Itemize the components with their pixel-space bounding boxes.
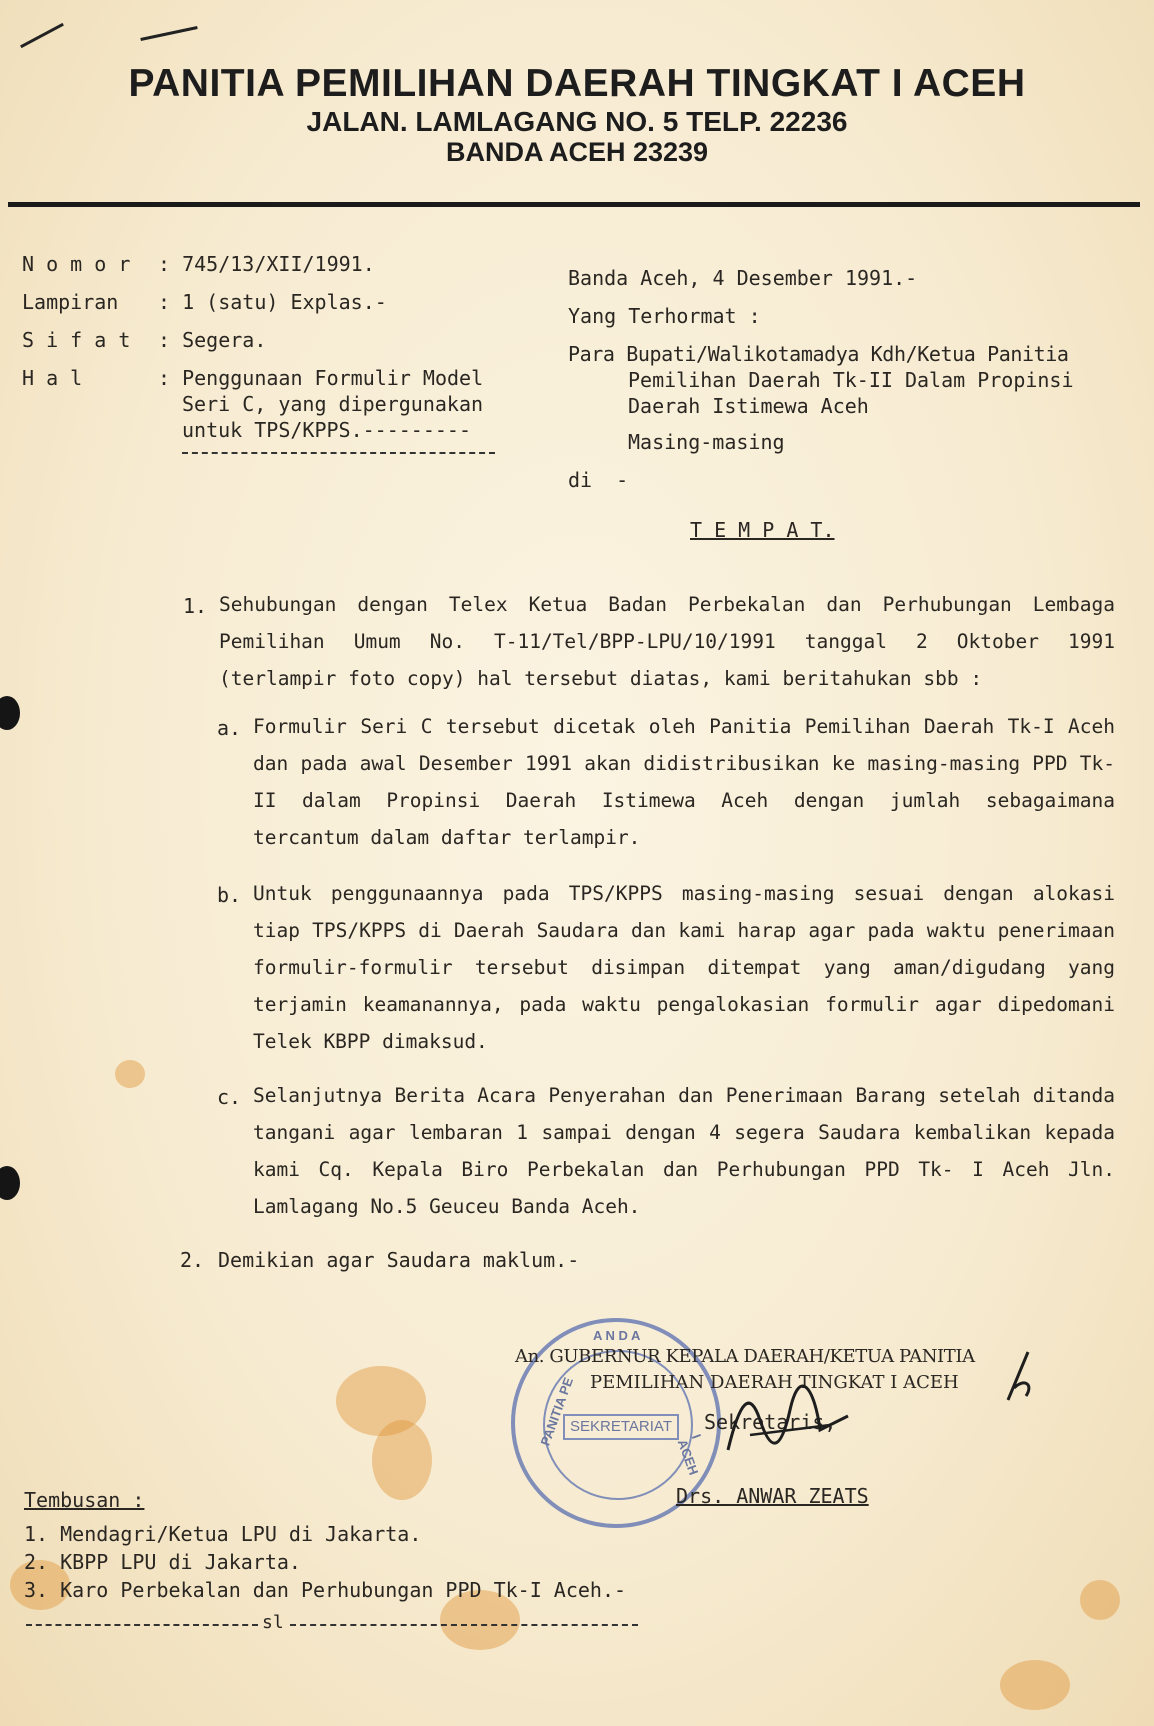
- tembusan-item-2: 2. KBPP LPU di Jakarta.: [24, 1550, 301, 1574]
- stain: [1080, 1580, 1120, 1620]
- nomor-value: : 745/13/XII/1991.: [158, 252, 375, 276]
- item-b-letter: b.: [217, 883, 242, 907]
- item-a-letter: a.: [217, 716, 242, 740]
- stain: [115, 1060, 145, 1088]
- tempat: T E M P A T.: [690, 518, 835, 542]
- signature-line-2: PEMILIHAN DAERAH TINGKAT I ACEH: [590, 1372, 959, 1393]
- stamp-box-text: SEKRETARIAT: [563, 1414, 679, 1440]
- letterhead-org: PANITIA PEMILIHAN DAERAH TINGKAT I ACEH: [128, 62, 1026, 105]
- signature-line-3: Sekretaris,: [704, 1410, 837, 1434]
- addressee-line-3: Daerah Istimewa Aceh: [628, 394, 869, 418]
- item-c: Selanjutnya Berita Acara Penyerahan dan Penerimaan Barang setelah ditanda tangani agar lembaran 1 sampai dengan 4 segera Saudara kembalikan kepada kami Cq. Kepala Biro Perbekalan dan Perhubungan PPD Tk- I Aceh Jln. Lamlagang No.5 Geuceu Banda Aceh.: [253, 1084, 1115, 1218]
- punch-hole: [0, 1166, 20, 1200]
- hal-underline: [182, 452, 495, 454]
- item-b: Untuk penggunaannya pada TPS/KPPS masing-masing sesuai dengan alokasi tiap TPS/KPPS di Daerah Saudara dan kami harap agar pada waktu penerimaan formulir-formulir tersebut disimpan ditempat yang aman/digudang yang terjamin keamanannya, pada waktu pengalokasian formulir agar dipedomani Telek KBPP dimaksud.: [253, 882, 1115, 1053]
- handwritten-signature: [720, 1380, 860, 1460]
- stamp-ring-text-top: A N D A: [593, 1328, 641, 1343]
- stain: [1000, 1660, 1070, 1710]
- paraf-mark: [1000, 1348, 1040, 1408]
- footer-dash-right: [290, 1624, 638, 1626]
- item-a: Formulir Seri C tersebut dicetak oleh Panitia Pemilihan Daerah Tk-I Aceh dan pada awal Desember 1991 akan didistribusikan ke masing-masing PPD Tk-II dalam Propinsi Daerah Istimewa Aceh dengan jumlah sebagaimana tercantum dalam daftar terlampir.: [253, 715, 1115, 849]
- stain: [372, 1420, 432, 1500]
- stamp-ring-text-left: PANITIA PE: [537, 1375, 577, 1448]
- sifat-value: : Segera.: [158, 328, 267, 352]
- addressee-line-4: Masing-masing: [628, 430, 785, 454]
- tembusan-title: Tembusan :: [24, 1488, 145, 1512]
- stamp-ring-text-right: I ACEH: [674, 1432, 705, 1478]
- letterhead-rule: [8, 202, 1140, 207]
- paragraph-2: Demikian agar Saudara maklum.-: [218, 1248, 580, 1272]
- paragraph-1: Sehubungan dengan Telex Ketua Badan Perbekalan dan Perhubungan Lembaga Pemilihan Umum No. T-11/Tel/BPP-LPU/10/1991 tanggal 2 Oktober 1991 (terlampir foto copy) hal tersebut diatas, kami beritahukan sbb :: [219, 593, 1115, 690]
- lampiran-label: Lampiran: [22, 290, 119, 314]
- signatory-name: Drs. ANWAR ZEATS: [676, 1484, 869, 1508]
- hal-label: H a l: [22, 366, 83, 390]
- letterhead-address: JALAN. LAMLAGANG NO. 5 TELP. 22236: [306, 106, 848, 137]
- addressee-line-2: Pemilihan Daerah Tk-II Dalam Propinsi: [628, 368, 1074, 392]
- letter-date: Banda Aceh, 4 Desember 1991.-: [568, 266, 918, 290]
- addressee-line-1: Para Bupati/Walikotamadya Kdh/Ketua Panitia: [568, 342, 1069, 366]
- hal-line-2: Seri C, yang dipergunakan: [182, 392, 484, 416]
- sifat-label: S i f a t: [22, 328, 131, 352]
- item-c-letter: c.: [217, 1085, 242, 1109]
- footer-initials: sl: [262, 1612, 284, 1633]
- footer-dash-left: [26, 1624, 258, 1626]
- addressee-di: di -: [568, 468, 629, 492]
- hal-line-3: untuk TPS/KPPS.---------: [182, 418, 471, 442]
- paragraph-1-number: 1.: [183, 594, 208, 618]
- paragraph-2-number: 2.: [180, 1248, 205, 1272]
- tembusan-item-3: 3. Karo Perbekalan dan Perhubungan PPD Tk-I Aceh.-: [24, 1578, 627, 1602]
- punch-hole: [0, 696, 20, 730]
- tembusan-item-1: 1. Mendagri/Ketua LPU di Jakarta.: [24, 1522, 422, 1546]
- signature-line-1: An. GUBERNUR KEPALA DAERAH/KETUA PANITIA: [515, 1346, 975, 1367]
- lampiran-value: : 1 (satu) Explas.-: [158, 290, 387, 314]
- hal-line-1: : Penggunaan Formulir Model: [158, 366, 484, 390]
- salutation: Yang Terhormat :: [568, 304, 761, 328]
- letterhead-city: BANDA ACEH 23239: [445, 137, 709, 167]
- pen-mark: [20, 23, 64, 48]
- pen-mark: [140, 26, 197, 41]
- nomor-label: N o m o r: [22, 252, 131, 276]
